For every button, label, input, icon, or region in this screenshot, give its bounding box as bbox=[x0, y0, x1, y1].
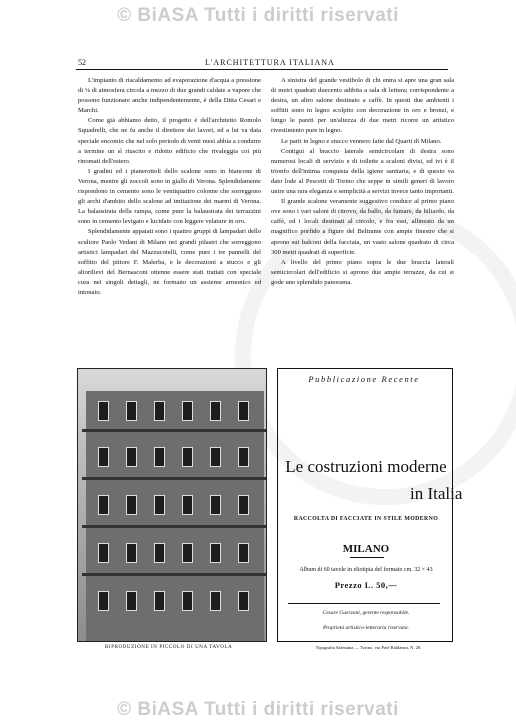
cornice-line bbox=[82, 573, 267, 576]
window bbox=[182, 447, 193, 467]
running-title: L'ARCHITETTURA ITALIANA bbox=[205, 58, 335, 67]
window bbox=[210, 495, 221, 515]
building-photograph bbox=[77, 368, 267, 642]
article-left-column bbox=[78, 76, 261, 298]
paragraph: Splendidamente appaiati sono i quattro gruppi di lampadari dello scultore Paolo Vedani di Milano nei grandi pilastri che sorreggono artistici lampadari del Mazzucotelli, come pure i tre pannelli del soffitto del pittore F. Malerba, e le decorazioni a stucco e gli altorilievi del Bernasconi ottenne essere stati trattati con speciale cura nei singoli dettagli, ne formano un assieme armonico ed intonato. bbox=[78, 228, 261, 296]
window bbox=[238, 447, 249, 467]
cornice-line bbox=[82, 429, 267, 432]
header-rule bbox=[76, 69, 448, 70]
cornice-line bbox=[82, 477, 267, 480]
window bbox=[126, 543, 137, 563]
window bbox=[238, 495, 249, 515]
window bbox=[210, 543, 221, 563]
ad-details: Album di 60 tavole in eliotipia del formato cm. 32 × 43 bbox=[299, 567, 433, 573]
ad-heading: Pubblicazione Recente bbox=[308, 374, 420, 384]
ad-title-line2: in Italia bbox=[410, 484, 463, 503]
window bbox=[154, 447, 165, 467]
window bbox=[154, 401, 165, 421]
window bbox=[238, 401, 249, 421]
window bbox=[98, 591, 109, 611]
ad-title-line1: Le costruzioni moderne bbox=[285, 457, 447, 476]
paragraph: Come già abbiamo detto, il progetto è dell'architetto Romolo Squadrelli, che ne fu anche il direttore dei lavori, ed a lui va data speciale encomio che nel solo periodo di venti mesi abbia a condurre a termine un sì riuscito e ridotto edificio che rivaleggia coi più rinomati dell'estero. bbox=[78, 117, 261, 165]
ad-city: MILANO bbox=[342, 543, 390, 555]
window bbox=[126, 495, 137, 515]
window bbox=[210, 401, 221, 421]
window bbox=[238, 543, 249, 563]
window bbox=[126, 401, 137, 421]
paragraph: Contigui al braccio laterale semicircolare di destra sono numerosi locali di servizio e di toilette a scaloni divisi, ed ivi è il trionfo dell'intima conquista della igiene sanitaria, e di questo va dato lode al Pescetti di Torino che seppe in simili generi di lavoro unire una rara eleganza e semplicità a servizi invece tanto importanti. bbox=[271, 147, 454, 196]
window bbox=[126, 591, 137, 611]
window bbox=[182, 591, 193, 611]
window bbox=[210, 591, 221, 611]
ad-divider bbox=[288, 603, 440, 604]
window bbox=[154, 543, 165, 563]
ad-price: Prezzo L. 50,— bbox=[334, 580, 398, 590]
window bbox=[98, 543, 109, 563]
paragraph: L'impianto di riscaldamento ad evaporazione d'acqua a pressione di ⅛ di atmosfera circola a mezzo di due grandi caldaie a vapore che possono funzionare anche indipendentemente, è della Ditta Cesari e Marchi. bbox=[78, 77, 261, 115]
paragraph: Il grande scalone veramente suggestivo conduce al primo piano ove sono i vari saloni di ritrovo, da ballo, da fumare, da biliardo, da caffè, ed i locali destinati al circolo, e fra essi, allineato da un magnifico porfido a figure del Beltrame con ampie finestre che si aprono sui balconi della facciata, un vasto salone quadrato di circa 300 metri quadrati di superficie. bbox=[271, 198, 454, 256]
window bbox=[126, 447, 137, 467]
ad-subtitle: RACCOLTA DI FACCIATE IN STILE MODERNO bbox=[293, 516, 439, 522]
photo-caption: RIPRODUZIONE IN PICCOLO DI UNA TAVOLA bbox=[105, 645, 233, 650]
printer-credit: Tipografia Salesiana — Torino, via Poté Baldanza, N. 28. bbox=[315, 645, 422, 650]
paragraph: Le parti in legno e stucco vennero fatte dal Quarti di Milano. bbox=[281, 137, 442, 145]
window bbox=[182, 543, 193, 563]
ad-divider bbox=[350, 557, 384, 558]
window bbox=[238, 591, 249, 611]
window bbox=[210, 447, 221, 467]
paragraph: A sinistra del grande vestibolo di chi entra si apre una gran sala di metri quadrati duecento adibita a sala di lettura; corrispondente a destra, un altro salone destinato a caffè. In questi due ambienti i soffitti sono in legno scolpito con decorazione in oro e bronzi, e lungo le pareti per un'altezza di due metri ricorre un artistico rivestimento pure in legno. bbox=[271, 77, 454, 135]
window bbox=[154, 591, 165, 611]
article-right-column bbox=[271, 76, 454, 288]
window bbox=[98, 495, 109, 515]
ad-manager: Cesare Guerzoni, gerente responsabile. bbox=[322, 610, 410, 616]
window bbox=[182, 401, 193, 421]
cornice-line bbox=[82, 525, 267, 528]
paragraph: A livello del primo piano sopra le due braccia laterali semicircolari dell'edificio si aprono due ampie terrazze, da cui si gode uno splendido panorama. bbox=[271, 258, 454, 286]
paragraph: I gradini ed i pianerottoli dello scalone sono in biancone di Verona, mentre gli zoccoli sono in giallo di Verona. Splendidamente rispondono in cemento sono le ventiquattro colonne che sorreggono gli archi d'ambito dello scalone ad imitazione dei marmi di Verona. La balaustrata della rampa, come pure la balaustrata dei terrazzini sono in cemento levigato e lucidato con leggere velature in oro. bbox=[78, 167, 261, 226]
advertisement-box bbox=[277, 368, 453, 642]
watermark-bottom: © BiASA Tutti i diritti riservati bbox=[117, 699, 399, 720]
ad-rights: Proprietà artistico-letteraria riservata. bbox=[322, 625, 410, 631]
window bbox=[154, 495, 165, 515]
watermark-top: © BiASA Tutti i diritti riservati bbox=[117, 5, 399, 26]
window bbox=[98, 447, 109, 467]
page-number: 52 bbox=[78, 58, 86, 67]
window bbox=[98, 401, 109, 421]
window bbox=[182, 495, 193, 515]
